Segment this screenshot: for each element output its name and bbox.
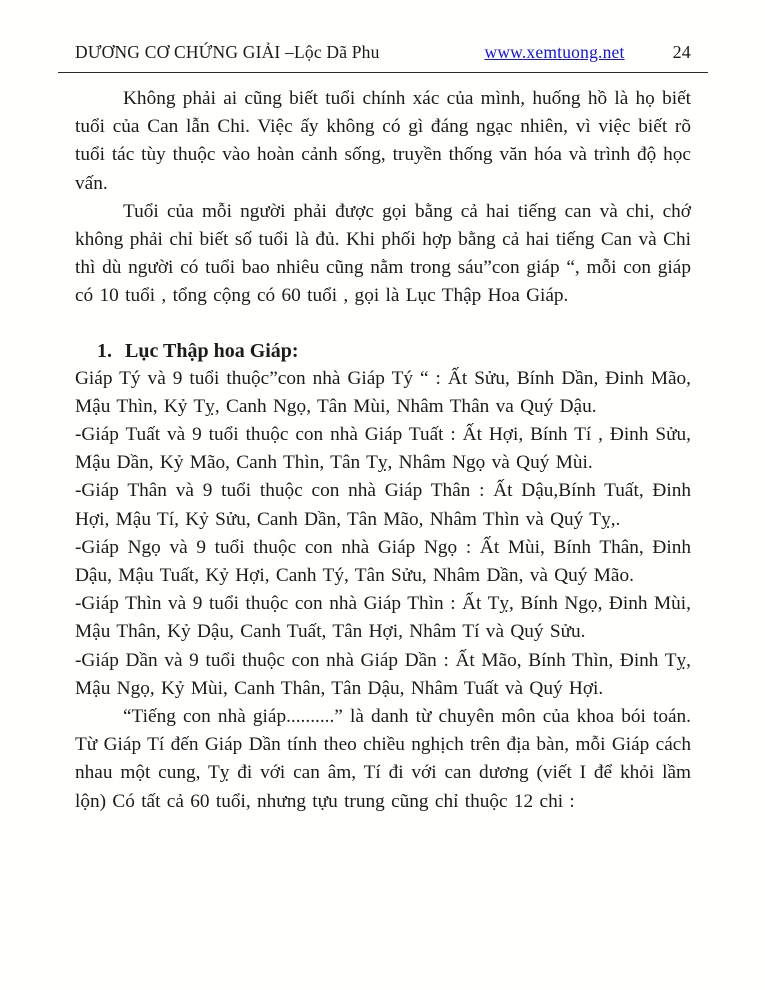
entry-giap-tuat: -Giáp Tuất và 9 tuổi thuộc con nhà Giáp Tuất : Ất Hợi, Bính Tí , Đinh Sửu, Mậu Dần, Kỷ Mão, Canh Thìn, Tân Tỵ, Nhâm Ngọ và Quý Mùi. [75, 424, 691, 474]
header-title: DƯƠNG CƠ CHỨNG GIẢI –Lộc Dã Phu [75, 42, 380, 62]
entry-giap-ty: Giáp Tý và 9 tuổi thuộc”con nhà Giáp Tý “ : Ất Sửu, Bính Dần, Đinh Mão, Mậu Thìn, Kỷ Tỵ, Canh Ngọ, Tân Mùi, Nhâm Thân va Quý Dậu. [75, 367, 691, 417]
entry-giap-ngo: -Giáp Ngọ và 9 tuổi thuộc con nhà Giáp Ngọ : Ất Mùi, Bính Thân, Đinh Dậu, Mậu Tuất, Kỷ Hợi, Canh Tý, Tân Sửu, Nhâm Dần, và Quý Mão. [75, 536, 691, 587]
header-link[interactable]: www.xemtuong.net [484, 42, 625, 62]
header-right-group [484, 42, 691, 63]
paragraph-intro: Không phải ai cũng biết tuổi chính xác của mình, huống hồ là họ biết tuổi của Can lẫn Chi. Việc ấy không có gì đáng ngạc nhiên, vì việc biết rõ tuổi tác tùy thuộc vào hoàn cảnh sống, truyền thống văn hóa và trình độ học vấn. [75, 88, 691, 194]
section-heading [97, 337, 691, 365]
page-header [75, 42, 691, 63]
paragraph-closing: “Tiếng con nhà giáp..........” là danh từ chuyên môn của khoa bói toán. Từ Giáp Tí đến Giáp Dần tính theo chiều nghịch trên địa bàn, mỗi Giáp cách nhau một cung, Tỵ đi với can âm, Tí đi với can dương (viết I để khỏi lầm lộn) Có tất cả 60 tuổi, nhưng tựu trung cũng chỉ thuộc 12 chi : [75, 706, 691, 812]
document-body [75, 73, 691, 816]
giap-entries-list [75, 365, 691, 703]
entry-giap-thin: -Giáp Thìn và 9 tuổi thuộc con nhà Giáp Thìn : Ất Tỵ, Bính Ngọ, Đinh Mùi, Mậu Thân, Kỷ Dậu, Canh Tuất, Tân Hợi, Nhâm Tí và Quý Sửu. [75, 593, 691, 643]
entry-giap-than: -Giáp Thân và 9 tuổi thuộc con nhà Giáp Thân : Ất Dậu,Bính Tuất, Đinh Hợi, Mậu Tí, Kỷ Sửu, Canh Dần, Tân Mão, Nhâm Thìn và Quý Tỵ,. [75, 480, 691, 530]
section-heading-title: Lục Thập hoa Giáp: [125, 339, 299, 362]
paragraph-can-chi: Tuổi của mỗi người phải được gọi bằng cả hai tiếng can và chi, chớ không phải chỉ biết số tuổi là đủ. Khi phối hợp bằng cả hai tiếng Can và Chi thì dù người có tuổi bao nhiêu cũng nằm trong sáu”con giáp “, mỗi con giáp có 10 tuổi , tổng cộng có 60 tuổi , gọi là Lục Thập Hoa Giáp. [75, 200, 691, 307]
entry-giap-dan: -Giáp Dần và 9 tuổi thuộc con nhà Giáp Dần : Ất Mão, Bính Thìn, Đinh Tỵ, Mậu Ngọ, Kỷ Mùi, Canh Thân, Tân Dậu, Nhâm Tuất và Quý Hợi. [75, 649, 691, 699]
section-heading-number: 1. [97, 339, 112, 362]
page-number: 24 [672, 42, 691, 62]
